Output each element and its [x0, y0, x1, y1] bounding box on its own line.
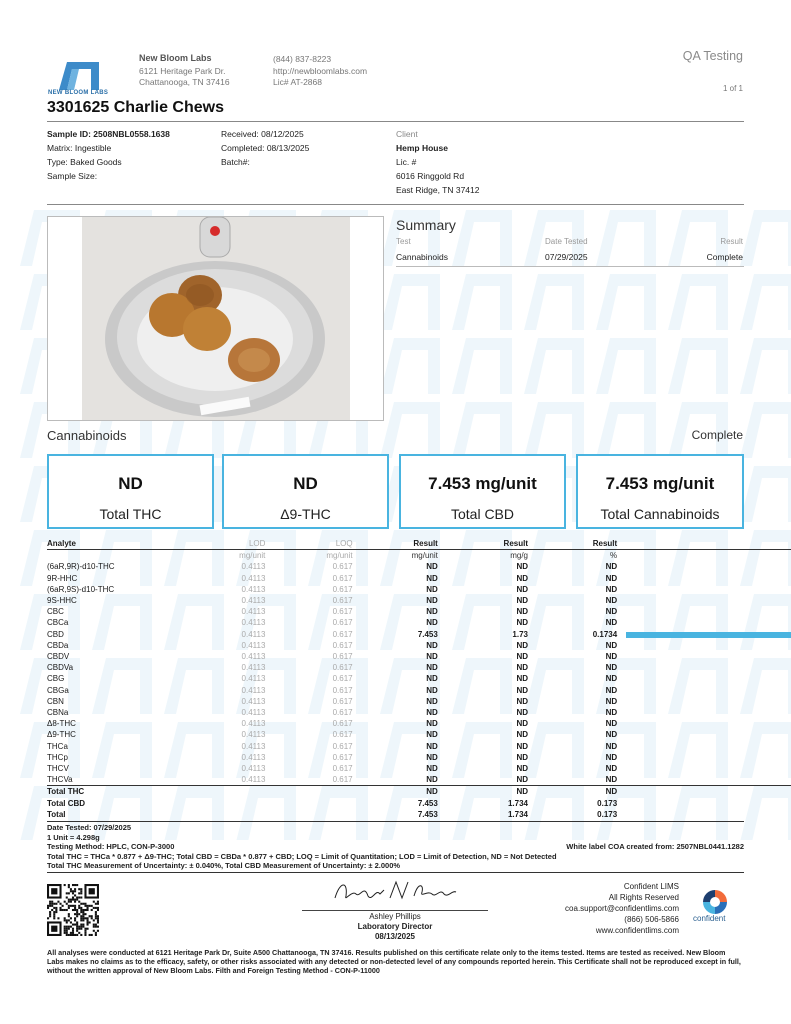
- result-cell: 0.617: [332, 640, 353, 650]
- analyte-name: Δ9-THC: [47, 730, 76, 740]
- card-value: ND: [118, 474, 143, 493]
- card-value: ND: [293, 474, 318, 493]
- table-row: [47, 741, 791, 752]
- header-lod: LOD: [248, 539, 266, 548]
- result-cell: ND: [516, 596, 528, 606]
- sample-photo: [82, 217, 350, 420]
- result-cell: 0.617: [332, 730, 353, 740]
- footer-formula: Total THC = THCa * 0.877 + Δ9-THC; Total CBD = CBDa * 0.877 + CBD; LOQ = Limit of Quantitation; LOD = Limit of Detection, ND = Not Detected: [47, 851, 557, 861]
- result-cell: 0.617: [332, 629, 353, 639]
- client-info: [396, 127, 479, 197]
- result-cell: ND: [516, 764, 528, 774]
- unit-cell: [617, 550, 791, 562]
- bar-cell: [617, 774, 791, 786]
- result-cell: ND: [605, 696, 618, 706]
- card-label: Total CBD: [450, 506, 515, 522]
- result-cell: ND: [516, 752, 528, 762]
- confident-logo-text: confident: [693, 914, 726, 923]
- bar-cell: [617, 696, 791, 707]
- result-cell: ND: [426, 663, 438, 673]
- confident-web[interactable]: www.confidentlims.com: [595, 926, 679, 935]
- summary-head-result: Result: [720, 237, 743, 246]
- result-cell: 0.4113: [241, 730, 266, 740]
- result-cell: 1.73: [512, 629, 528, 639]
- table-header-row: [47, 538, 791, 550]
- card-label: Δ9-THC: [280, 506, 331, 522]
- result-cell: 0.4113: [241, 607, 266, 617]
- table-row: [47, 662, 791, 673]
- table-row: [47, 696, 791, 707]
- qa-testing-label: QA Testing: [682, 49, 743, 63]
- disclaimer: All analyses were conducted at 6121 Heritage Park Dr, Suite A500 Chattanooga, TN 37416. Results published on this certificate relate only to the items tested. Items are tested as received. New Bloom Labs makes no claims as to the efficacy, safety, or other risks associated with any detected or non-detected level of any compounds reported herein. This Certificate shall not be reproduced except in full, without the written approval of New Bloom Labs. Filth and Foreign Testing Method - CON-P-11000: [47, 948, 741, 976]
- result-cell: 0.4113: [241, 752, 266, 762]
- result-cell: 0.173: [597, 798, 618, 808]
- analyte-name: (6aR,9S)-d10-THC: [47, 584, 115, 594]
- result-cell: 7.453: [417, 809, 438, 819]
- unit-cell: mg/unit: [326, 551, 353, 561]
- result-cell: 0.617: [332, 708, 353, 718]
- bar-cell: [617, 629, 791, 640]
- total-thc-card: [47, 454, 214, 529]
- cannabinoids-status: Complete: [691, 428, 743, 442]
- total-row: [47, 786, 791, 798]
- result-cell: 7.453: [417, 798, 438, 808]
- card-label: Total THC: [99, 506, 162, 522]
- result-cell: ND: [516, 719, 528, 729]
- table-row: [47, 617, 791, 628]
- result-cell: 0.4113: [241, 618, 266, 628]
- bar-cell: [617, 662, 791, 673]
- card-label: Total Cannabinoids: [600, 506, 720, 522]
- table-row: [47, 640, 791, 651]
- page-title: 3301625 Charlie Chews: [47, 99, 224, 116]
- summary-head-test: Test: [396, 237, 411, 246]
- divider: [47, 872, 744, 873]
- total-cannabinoids-card: [576, 454, 744, 529]
- result-cell: 7.453: [417, 629, 438, 639]
- new-bloom-labs-logo-icon: [57, 60, 101, 92]
- bar-cell: [617, 718, 791, 729]
- bar-cell: [617, 573, 791, 584]
- unit-cell: %: [610, 551, 618, 561]
- analyte-name: Total: [47, 809, 66, 819]
- result-cell: 0.4113: [241, 640, 266, 650]
- table-row: [47, 561, 791, 572]
- header-bar: [617, 538, 791, 550]
- bar-cell: [617, 752, 791, 763]
- sample-photo-frame: [47, 216, 384, 421]
- result-cell: 0.4113: [241, 685, 266, 695]
- result-cell: ND: [605, 596, 618, 606]
- analyte-name: (6aR,9R)-d10-THC: [47, 562, 115, 572]
- lab-license: Lic# AT-2868: [273, 77, 322, 87]
- result-cell: ND: [605, 618, 618, 628]
- result-cell: ND: [426, 596, 438, 606]
- header-loq: LOQ: [335, 539, 353, 548]
- client-address-2: East Ridge, TN 37412: [396, 185, 480, 195]
- qr-code-icon[interactable]: [47, 884, 99, 936]
- bar-cell: [617, 561, 791, 572]
- sample-type: Type: Baked Goods: [47, 157, 122, 167]
- result-cell: 0.4113: [241, 674, 266, 684]
- unit-cell: mg/unit: [239, 551, 266, 561]
- result-cell: ND: [605, 685, 618, 695]
- header-analyte: Analyte: [47, 539, 76, 548]
- result-cell: ND: [516, 674, 528, 684]
- client-license: Lic. #: [396, 157, 417, 167]
- bar-cell: [617, 595, 791, 606]
- bar-cell: [617, 617, 791, 628]
- result-cell: 0.617: [332, 618, 353, 628]
- table-row: [47, 629, 791, 640]
- signature-image: [330, 876, 460, 908]
- result-cell: 0.617: [332, 562, 353, 572]
- result-cell: ND: [516, 741, 528, 751]
- summary-test: Cannabinoids: [396, 252, 448, 262]
- analyte-name: CBC: [47, 607, 64, 617]
- analyte-name: Total THC: [47, 787, 85, 797]
- result-cell: ND: [605, 607, 618, 617]
- footer-notes: [47, 823, 557, 871]
- analyte-name: CBNa: [47, 708, 69, 718]
- summary-result: Complete: [706, 252, 743, 262]
- bar-cell: [617, 685, 791, 696]
- result-cell: ND: [516, 584, 528, 594]
- result-cell: 0.617: [332, 719, 353, 729]
- result-cell: ND: [426, 618, 438, 628]
- result-cell: 0.617: [332, 685, 353, 695]
- table-row: [47, 718, 791, 729]
- result-cell: 0.4113: [241, 584, 266, 594]
- result-cell: 0.617: [332, 663, 353, 673]
- bar-cell: [617, 786, 791, 798]
- result-cell: ND: [426, 787, 438, 797]
- result-cell: ND: [426, 708, 438, 718]
- result-cell: 0.4113: [241, 775, 266, 785]
- sample-size: Sample Size:: [47, 171, 98, 181]
- result-cell: [156, 809, 265, 820]
- white-label-note: White label COA created from: 2507NBL0441.1282: [566, 842, 744, 851]
- result-cell: 0.4113: [241, 573, 266, 583]
- result-cell: 0.1734: [592, 629, 618, 639]
- result-cell: 0.4113: [241, 652, 266, 662]
- result-cell: ND: [516, 685, 528, 695]
- bar-cell: [617, 707, 791, 718]
- summary-date: 07/29/2025: [545, 252, 588, 262]
- card-value: 7.453 mg/unit: [605, 474, 715, 493]
- table-row: [47, 595, 791, 606]
- result-cell: ND: [426, 652, 438, 662]
- result-cell: ND: [605, 708, 618, 718]
- confident-email[interactable]: coa.support@confidentlims.com: [565, 904, 679, 913]
- analyte-name: THCV: [47, 764, 69, 774]
- result-cell: 0.4113: [241, 719, 266, 729]
- result-cell: ND: [426, 607, 438, 617]
- result-cell: 1.734: [507, 798, 528, 808]
- result-cell: ND: [605, 787, 618, 797]
- result-cell: ND: [516, 696, 528, 706]
- bar-cell: [617, 651, 791, 662]
- divider: [47, 821, 744, 822]
- result-cell: 0.4113: [241, 562, 266, 572]
- divider: [47, 121, 744, 122]
- result-cell: ND: [605, 562, 618, 572]
- result-cell: ND: [605, 584, 618, 594]
- footer-uncertainty: Total THC Measurement of Uncertainty: ± 0.040%, Total CBD Measurement of Uncertainty: ± 2.000%: [47, 861, 401, 870]
- analyte-name: 9S-HHC: [47, 596, 77, 606]
- result-cell: [265, 786, 352, 798]
- result-cell: [265, 809, 352, 820]
- table-row: [47, 651, 791, 662]
- table-row: [47, 729, 791, 740]
- result-cell: 0.617: [332, 674, 353, 684]
- result-cell: ND: [426, 730, 438, 740]
- result-cell: ND: [516, 787, 528, 797]
- analyte-name: Δ8-THC: [47, 719, 76, 729]
- result-cell: 0.4113: [241, 596, 266, 606]
- result-cell: ND: [426, 775, 438, 785]
- result-cell: [156, 786, 265, 798]
- signature-line: [302, 910, 488, 911]
- signatory-name: Ashley Phillips: [369, 912, 421, 921]
- sample-dates: [221, 127, 309, 169]
- page-number: 1 of 1: [722, 84, 743, 93]
- result-cell: 0.173: [597, 809, 618, 819]
- confident-rights: All Rights Reserved: [608, 893, 679, 902]
- bar-cell: [617, 606, 791, 617]
- result-cell: ND: [605, 775, 618, 785]
- divider: [47, 204, 744, 205]
- analyte-name: CBG: [47, 674, 65, 684]
- result-cell: ND: [426, 764, 438, 774]
- bar-cell: [617, 729, 791, 740]
- result-cell: 0.617: [332, 607, 353, 617]
- footer-unit: 1 Unit = 4.298g: [47, 832, 100, 842]
- result-cell: 0.617: [332, 696, 353, 706]
- result-cell: 0.4113: [241, 764, 266, 774]
- result-cell: ND: [426, 640, 438, 650]
- result-cell: 0.617: [332, 752, 353, 762]
- unit-cell: mg/unit: [411, 551, 438, 561]
- lab-address-1: 6121 Heritage Park Dr.: [139, 66, 226, 76]
- result-cell: 1.734: [507, 809, 528, 819]
- card-value: 7.453 mg/unit: [428, 474, 537, 493]
- unit-row: [47, 550, 791, 562]
- cannabinoids-title: Cannabinoids: [47, 428, 127, 443]
- unit-cell: mg/g: [510, 551, 528, 561]
- result-bar: [626, 632, 791, 638]
- result-cell: ND: [426, 752, 438, 762]
- analyte-name: THCp: [47, 752, 68, 762]
- table-row: [47, 752, 791, 763]
- analyte-name: 9R-HHC: [47, 573, 78, 583]
- result-cell: ND: [516, 663, 528, 673]
- result-cell: ND: [605, 573, 618, 583]
- result-cell: ND: [426, 719, 438, 729]
- completed-date: Completed: 08/13/2025: [221, 143, 310, 153]
- result-cell: ND: [516, 618, 528, 628]
- result-cell: 0.617: [332, 764, 353, 774]
- result-cell: ND: [426, 696, 438, 706]
- lab-website[interactable]: http://newbloomlabs.com: [273, 66, 368, 76]
- delta9-thc-card: [222, 454, 389, 529]
- result-cell: ND: [605, 663, 618, 673]
- result-cell: ND: [426, 562, 438, 572]
- result-cell: ND: [516, 775, 528, 785]
- header-result-mg-unit: Result: [413, 539, 438, 548]
- analyte-name: THCa: [47, 741, 68, 751]
- sample-info: [47, 127, 170, 183]
- result-cell: 0.617: [332, 596, 353, 606]
- summary-divider: [396, 266, 744, 267]
- table-row: [47, 606, 791, 617]
- result-cell: ND: [605, 674, 618, 684]
- result-cell: 0.4113: [241, 708, 266, 718]
- result-cell: ND: [426, 741, 438, 751]
- result-cell: 0.4113: [241, 629, 266, 639]
- summary-head-date: Date Tested: [545, 237, 588, 246]
- analyte-name: CBD: [47, 629, 64, 639]
- table-row: [47, 774, 791, 786]
- analyte-name: THCVa: [47, 775, 73, 785]
- footer-date-tested: Date Tested: 07/29/2025: [47, 823, 132, 832]
- bar-cell: [617, 584, 791, 595]
- cannabinoid-results-table: [47, 538, 791, 820]
- logo-text: NEW BLOOM LABS: [48, 90, 109, 96]
- result-cell: ND: [605, 741, 618, 751]
- bar-cell: [617, 763, 791, 774]
- result-cell: ND: [426, 674, 438, 684]
- lab-phone: (844) 837-8223: [273, 54, 332, 64]
- result-cell: ND: [605, 752, 618, 762]
- bar-cell: [617, 809, 791, 820]
- header-result-mg-g: Result: [503, 539, 528, 548]
- result-cell: 0.617: [332, 741, 353, 751]
- bar-cell: [617, 798, 791, 809]
- result-cell: ND: [605, 640, 618, 650]
- header-result-pct: Result: [592, 539, 618, 548]
- sample-matrix: Matrix: Ingestible: [47, 143, 112, 153]
- result-cell: ND: [516, 573, 528, 583]
- bar-cell: [617, 673, 791, 684]
- result-cell: 0.4113: [241, 741, 266, 751]
- result-cell: ND: [516, 607, 528, 617]
- analyte-name: CBN: [47, 696, 64, 706]
- result-cell: 0.617: [332, 775, 353, 785]
- result-cell: [156, 798, 265, 809]
- total-cbd-card: [399, 454, 566, 529]
- received-date: Received: 08/12/2025: [221, 129, 304, 139]
- signatory-date: 08/13/2025: [374, 932, 416, 941]
- table-row: [47, 685, 791, 696]
- table-row: [47, 763, 791, 774]
- bar-cell: [617, 640, 791, 651]
- result-cell: ND: [516, 708, 528, 718]
- total-row: [47, 798, 791, 809]
- lab-address-2: Chattanooga, TN 37416: [139, 77, 230, 87]
- unit-cell: [47, 550, 156, 562]
- table-row: [47, 707, 791, 718]
- analyte-name: CBDVa: [47, 663, 74, 673]
- result-cell: 0.617: [332, 573, 353, 583]
- result-cell: ND: [516, 640, 528, 650]
- result-cell: ND: [426, 685, 438, 695]
- batch-number: Batch#:: [221, 157, 250, 167]
- summary-title: Summary: [396, 217, 456, 233]
- total-row: [47, 809, 791, 820]
- result-cell: 0.617: [332, 584, 353, 594]
- analyte-name: CBCa: [47, 618, 69, 628]
- result-cell: ND: [605, 652, 618, 662]
- result-cell: 0.4113: [241, 696, 266, 706]
- result-cell: ND: [605, 719, 618, 729]
- client-label: Client: [396, 129, 418, 139]
- confident-logo-icon: [700, 887, 730, 917]
- result-cell: [265, 798, 352, 809]
- confident-phone: (866) 506-5866: [624, 915, 679, 924]
- analyte-name: CBGa: [47, 685, 69, 695]
- analyte-name: CBDV: [47, 652, 70, 662]
- analyte-name: Total CBD: [47, 798, 86, 808]
- result-cell: ND: [605, 764, 618, 774]
- footer-method: Testing Method: HPLC, CON-P-3000: [47, 842, 175, 851]
- client-address-1: 6016 Ringgold Rd: [396, 171, 465, 181]
- table-row: [47, 573, 791, 584]
- client-name: Hemp House: [396, 143, 448, 153]
- confident-name: Confident LIMS: [623, 882, 679, 891]
- result-cell: ND: [426, 573, 438, 583]
- table-row: [47, 673, 791, 684]
- result-cell: ND: [605, 730, 618, 740]
- result-cell: ND: [426, 584, 438, 594]
- sample-id: Sample ID: 2508NBL0558.1638: [47, 129, 170, 139]
- lab-name: New Bloom Labs: [139, 53, 212, 63]
- analyte-name: CBDa: [47, 640, 69, 650]
- table-row: [47, 584, 791, 595]
- result-cell: ND: [516, 652, 528, 662]
- signatory-role: Laboratory Director: [357, 922, 433, 931]
- confident-lims-info: [565, 881, 679, 936]
- result-cell: ND: [516, 562, 528, 572]
- bar-cell: [617, 741, 791, 752]
- result-cell: 0.4113: [241, 663, 266, 673]
- result-cell: 0.617: [332, 652, 353, 662]
- result-cell: ND: [516, 730, 528, 740]
